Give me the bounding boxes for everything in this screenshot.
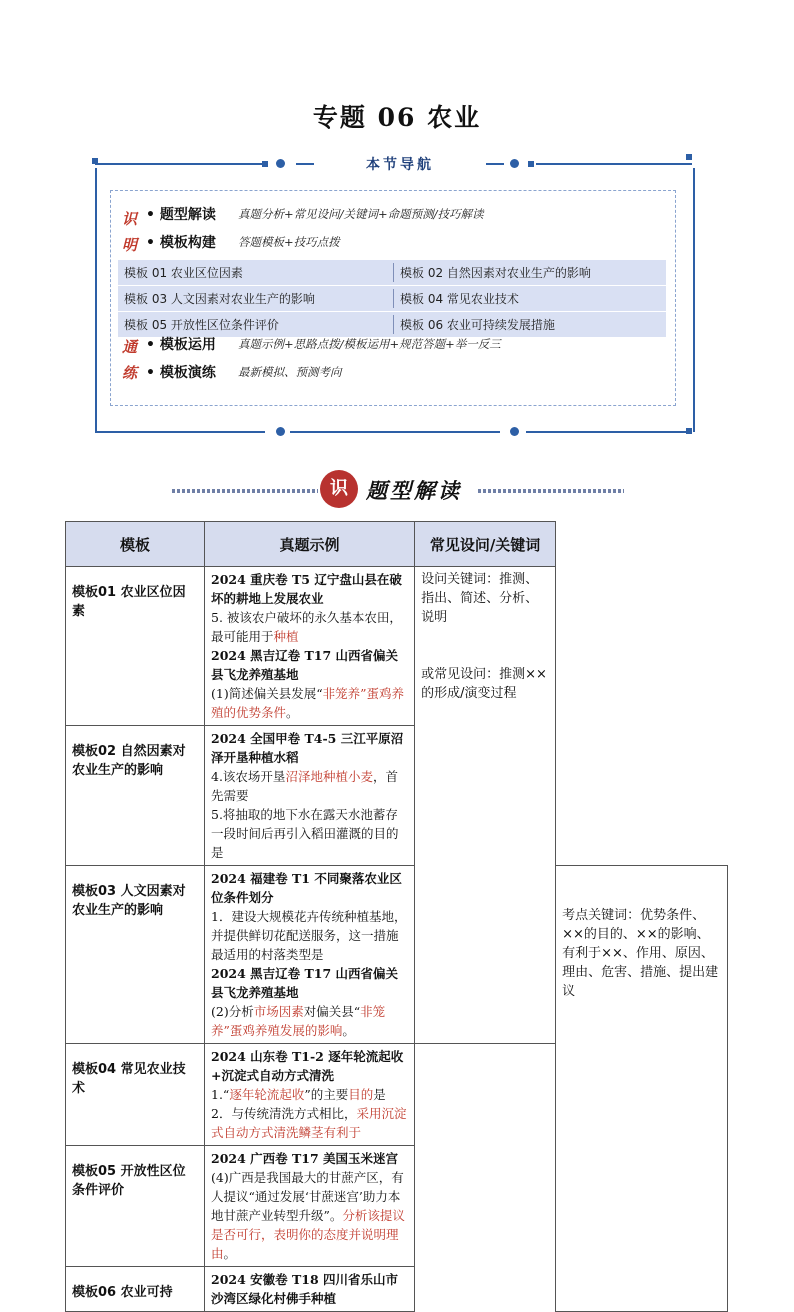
text-span: 。: [342, 1023, 355, 1038]
example-cell: [205, 567, 415, 726]
text-span: 4.该农场开垦: [211, 769, 286, 784]
module-cell: 模板01 农业区位因素: [66, 567, 205, 726]
example-line: [211, 1047, 408, 1085]
text-span: 5.将抽取的地下水在露天水池蓄存一段时间后再引入稻田灌溉的目的是: [211, 807, 399, 860]
keyword-cell: [415, 567, 556, 1044]
example-line: [211, 907, 408, 964]
example-line: [211, 767, 408, 805]
template-link[interactable]: 模板 01 农业区位因素: [124, 266, 243, 280]
module-cell: 模板04 常见农业技术: [66, 1044, 205, 1146]
keyword-text: 设问关键词：推测、指出、简述、分析、说明: [421, 572, 539, 625]
highlight-text: 目的: [348, 1087, 374, 1102]
text-span: 2024 安徽卷 T18 四川省乐山市沙湾区绿化村佛手种植: [211, 1272, 399, 1306]
text-span: 2024 广西卷 T17 美国玉米迷宫: [211, 1151, 399, 1166]
nav-item-label: 模板构建: [159, 235, 216, 251]
table-header: 模板: [66, 522, 205, 567]
text-span: 。: [223, 1246, 237, 1261]
template-list: [118, 260, 666, 338]
example-line: [211, 964, 408, 1002]
highlight-text: 非笼养”蛋鸡养殖发展的影响: [211, 1004, 386, 1038]
module-cell: 模板05 开放性区位条件评价: [66, 1146, 205, 1267]
text-span: 2024 山东卷 T1-2 逐年轮流起收+沉淀式自动方式清洗: [211, 1049, 404, 1083]
text-span: (2)分析: [211, 1004, 254, 1019]
text-span: 是: [373, 1087, 386, 1102]
section-title: 题型解读: [366, 478, 462, 503]
nav-side-char: 通: [122, 338, 138, 356]
example-line: [211, 570, 408, 608]
nav-item-label: 模板运用: [159, 337, 216, 353]
text-span: ”的主要: [304, 1087, 349, 1102]
nav-item-desc: 最新模拟、预测考向: [238, 365, 342, 379]
highlight-text: 非笼养”蛋鸡养殖的优势条件: [211, 686, 405, 720]
text-span: (4)广西是我国最大的甘蔗产区，有人提议“通过发展‘甘蔗迷宫’助力本地甘蔗产业转型升级”。: [211, 1170, 404, 1223]
template-row: [118, 260, 666, 286]
text-span: 2024 全国甲卷 T4-5 三江平原沼泽开垦种植水稻: [211, 731, 404, 765]
text-span: 2024 重庆卷 T5 辽宁盘山县在破坏的耕地上发展农业: [211, 572, 402, 606]
example-line: [211, 1002, 408, 1040]
table-row: [66, 567, 728, 726]
highlight-text: 种植: [273, 629, 299, 644]
nav-item-模板运用[interactable]: • 模板运用 真题示例+思路点拨/模板运用+规范答题+举一反三: [146, 337, 501, 353]
example-line: [211, 1270, 408, 1308]
example-line: [211, 646, 408, 684]
module-cell: 模板06 农业可持: [66, 1267, 205, 1312]
nav-item-desc: 真题分析+常见设问/关键词+命题预测/技巧解读: [238, 207, 484, 221]
section-badge-icon: 识: [320, 470, 358, 508]
text-span: 2024 黑吉辽卷 T17 山西省偏关县飞龙养殖基地: [211, 966, 399, 1000]
template-link[interactable]: 模板 06 农业可持续发展措施: [400, 318, 555, 332]
example-cell: [205, 1044, 415, 1146]
nav-item-模板演练[interactable]: • 模板演练 最新模拟、预测考向: [146, 365, 342, 381]
nav-side-char: 练: [122, 364, 138, 382]
template-link[interactable]: 模板 05 开放性区位条件评价: [124, 318, 279, 332]
text-span: 2024 黑吉辽卷 T17 山西省偏关县飞龙养殖基地: [211, 648, 399, 682]
table-header: 真题示例: [205, 522, 415, 567]
example-line: [211, 684, 408, 722]
text-span: (1)简述偏关县发展“: [211, 686, 323, 701]
module-cell: 模板02 自然因素对农业生产的影响: [66, 726, 205, 866]
highlight-text: 采用沉淀式自动方式清洗鳞茎有利于: [211, 1106, 407, 1140]
section-header: [320, 470, 480, 508]
text-span: 2．与传统清洗方式相比，: [211, 1106, 357, 1121]
page-title: 专题 06 农业: [312, 103, 482, 132]
nav-item-desc: 真题示例+思路点拨/模板运用+规范答题+举一反三: [238, 337, 501, 351]
nav-side-char: 明: [122, 236, 138, 254]
template-link[interactable]: 模板 02 自然因素对农业生产的影响: [400, 266, 591, 280]
example-cell: [205, 726, 415, 866]
example-line: [211, 805, 408, 862]
highlight-text: 逐年轮流起收: [229, 1087, 305, 1102]
template-row: [118, 286, 666, 312]
module-cell: 模板03 人文因素对农业生产的影响: [66, 866, 205, 1044]
nav-side-char: 识: [122, 210, 138, 228]
table-header: 常见设问/关键词: [415, 522, 556, 567]
example-cell: [205, 866, 415, 1044]
text-span: 1．建设大规模花卉传统种植基地，并提供鲜切花配送服务，这一措施最适用的村落类型是: [211, 909, 407, 962]
example-cell: [205, 1267, 415, 1312]
text-span: 1.“: [211, 1087, 230, 1102]
highlight-text: 分析该提议是否可行，表明你的态度并说明理由: [211, 1208, 405, 1261]
example-line: [211, 1149, 408, 1168]
template-link[interactable]: 模板 04 常见农业技术: [400, 292, 519, 306]
keyword-cell: 考点关键词：优势条件、××的目的、××的影响、有利于××、作用、原因、理由、危害、措施、提出建议: [556, 866, 728, 1312]
example-line: [211, 1104, 408, 1142]
nav-item-desc: 答题模板+技巧点拨: [238, 235, 340, 249]
nav-item-模板构建[interactable]: • 模板构建 答题模板+技巧点拨: [146, 235, 340, 251]
example-line: [211, 729, 408, 767]
example-line: [211, 1168, 408, 1263]
example-line: [211, 869, 408, 907]
divider: [478, 489, 624, 493]
nav-item-题型解读[interactable]: • 题型解读 真题分析+常见设问/关键词+命题预测/技巧解读: [146, 207, 484, 223]
keyword-text: 或常见设问：推测××的形成/演变过程: [421, 667, 547, 701]
highlight-text: 沼泽地种植小麦: [285, 769, 373, 784]
example-cell: [205, 1146, 415, 1267]
nav-item-label: 模板演练: [159, 365, 216, 381]
example-line: [211, 608, 408, 646]
table-row: [66, 866, 728, 1044]
text-span: ，首先需要: [211, 769, 398, 803]
text-span: 对偏关县“: [303, 1004, 361, 1019]
table-row: [66, 726, 728, 866]
example-line: [211, 1085, 408, 1104]
analysis-table: [65, 521, 728, 1312]
text-span: 。: [286, 705, 299, 720]
template-link[interactable]: 模板 03 人文因素对农业生产的影响: [124, 292, 315, 306]
highlight-text: 市场因素: [253, 1004, 304, 1019]
nav-item-label: 题型解读: [159, 207, 216, 223]
nav-heading: 本节导航: [366, 157, 434, 173]
text-span: 2024 福建卷 T1 不同聚落农业区位条件划分: [211, 871, 402, 905]
text-span: 5. 被该农户破坏的永久基本农田，最可能用于: [211, 610, 402, 644]
divider: [172, 489, 318, 493]
